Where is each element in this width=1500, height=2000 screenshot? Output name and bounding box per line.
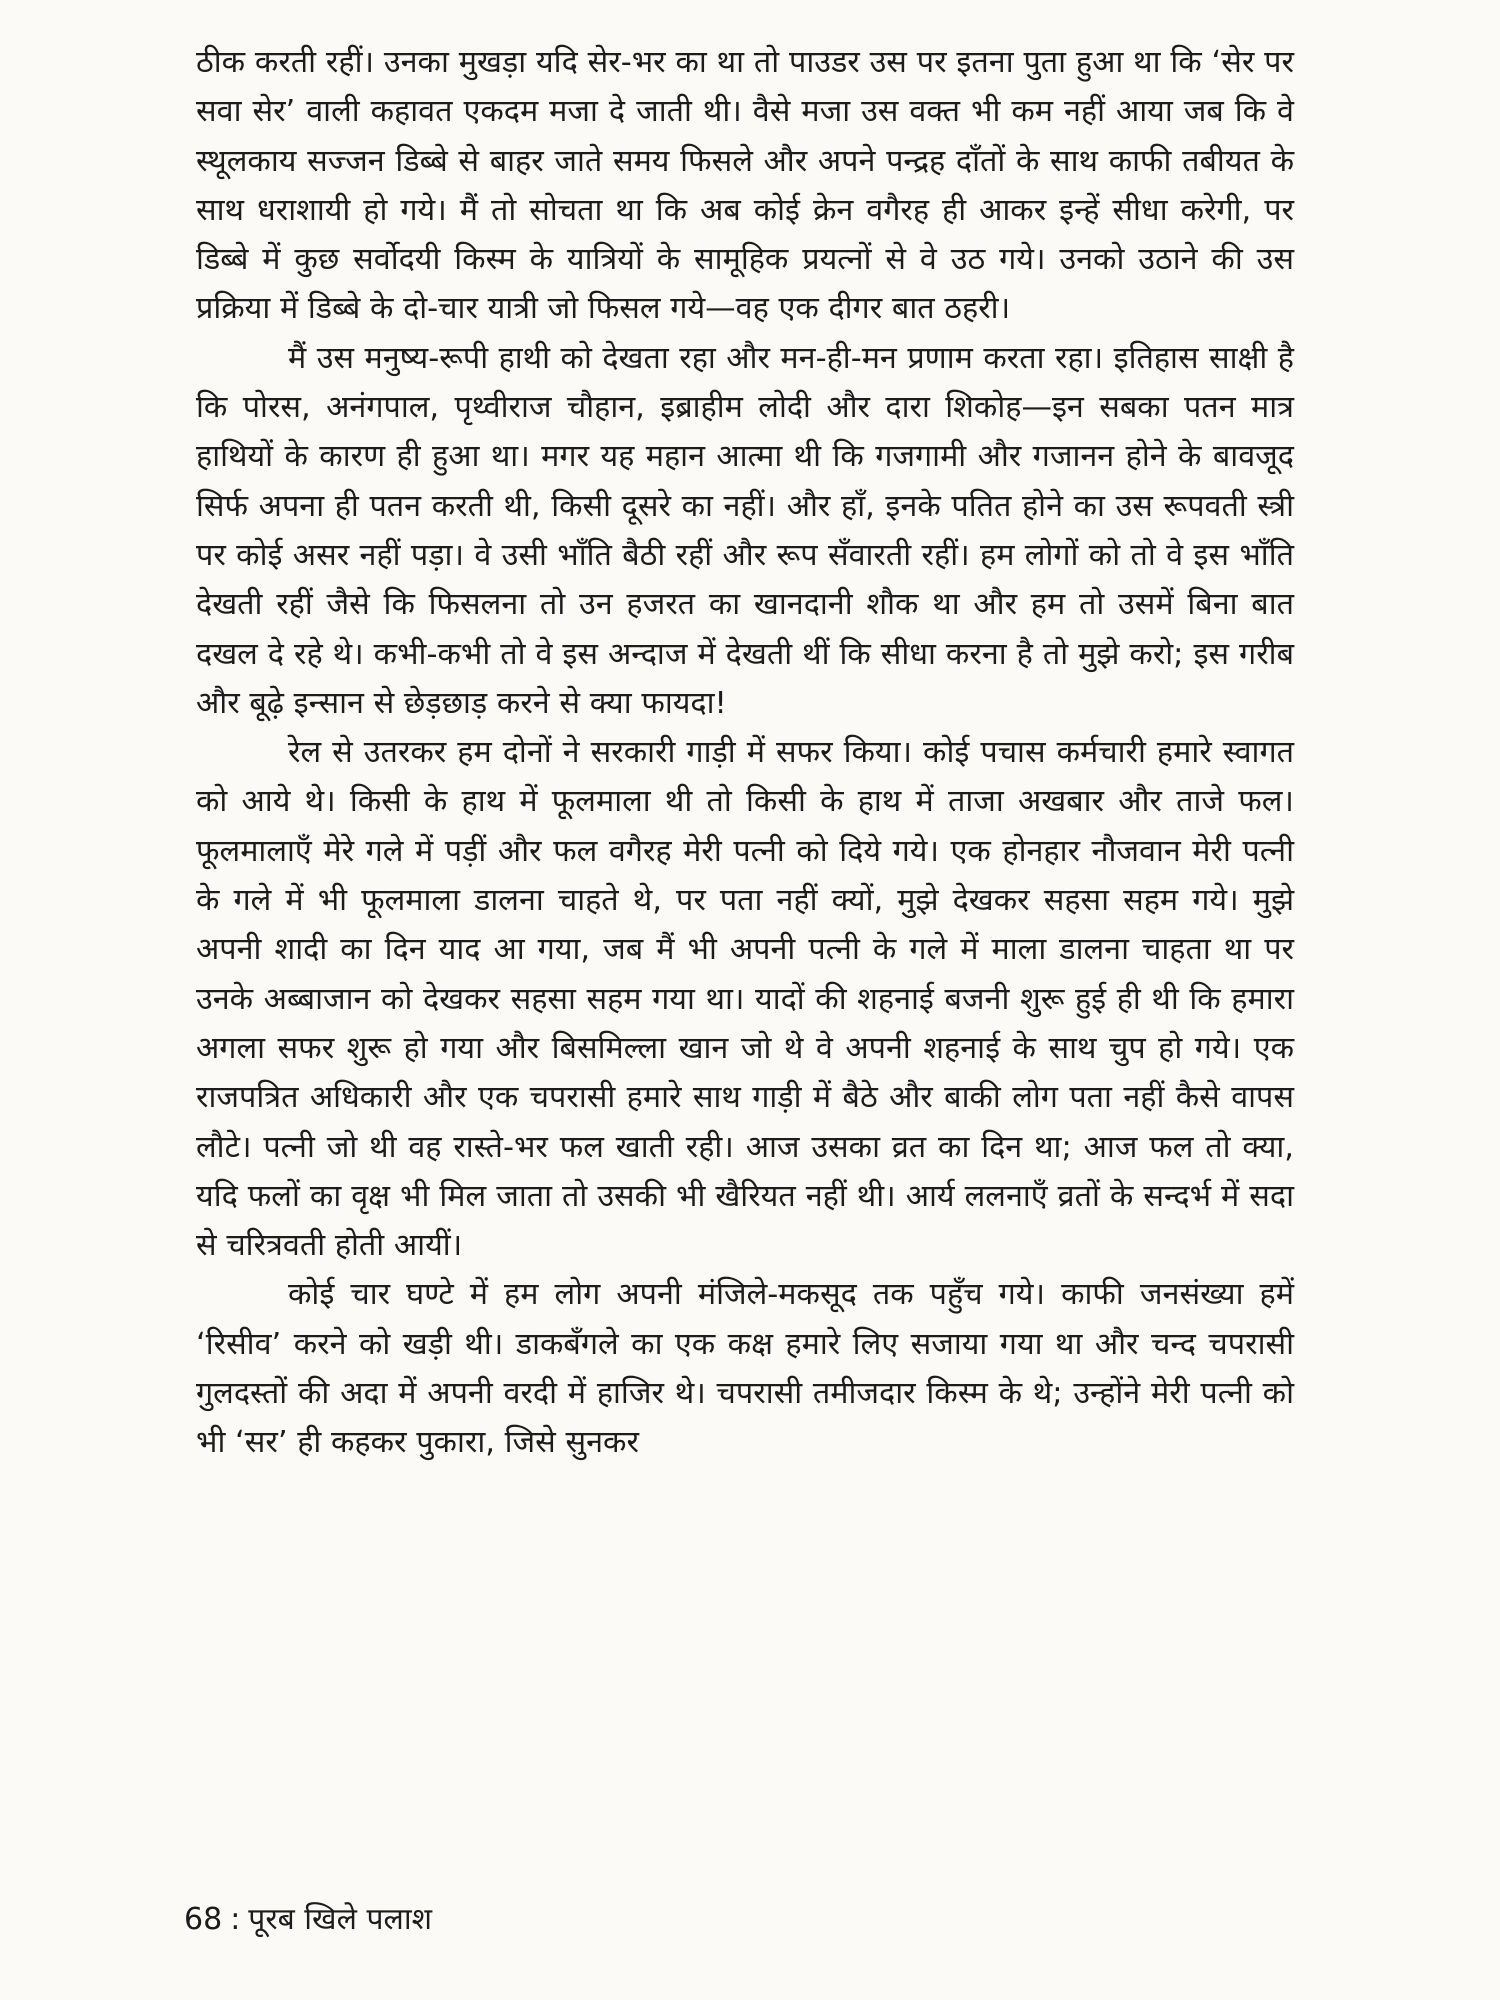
paragraph-2: मैं उस मनुष्य-रूपी हाथी को देखता रहा और मन-ही-मन प्रणाम करता रहा। इतिहास साक्षी है कि पोरस, अनंगपाल, पृथ्वीराज चौहान, इब्राहीम लोदी और दारा शिकोह—इन सबका पतन मात्र हाथियों के कारण ही हुआ था। मगर यह महान आत्मा थी कि गजगामी और गजानन होने के बावजूद सिर्फ अपना ही पतन करती थी, किसी दूसरे का नहीं। और हाँ, इनके पतित होने का उस रूपवती स्त्री पर कोई असर नहीं पड़ा। वे उसी भाँति बैठी रहीं और रूप सँवारती रहीं। हम लोगों को तो वे इस भाँति देखती रहीं जैसे कि फिसलना तो उन हजरत का खानदानी शौक था और हम तो उसमें बिना बात दखल दे रहे थे। कभी-कभी तो वे इस अन्दाज में देखती थीं कि सीधा करना है तो मुझे करो; इस गरीब और बूढ़े इन्सान से छेड़छाड़ करने से क्या फायदा!: [196, 340, 1294, 721]
page-footer: [184, 1901, 432, 1939]
footer-separator: :: [230, 1902, 241, 1937]
paragraph-1: ठीक करती रहीं। उनका मुखड़ा यदि सेर-भर का था तो पाउडर उस पर इतना पुता हुआ था कि ‘सेर पर सवा सेर’ वाली कहावत एकदम मजा दे जाती थी। वैसे मजा उस वक्त भी कम नहीं आया जब कि वे स्थूलकाय सज्जन डिब्बे से बाहर जाते समय फिसले और अपने पन्द्रह दाँतों के साथ काफी तबीयत के साथ धराशायी हो गये। मैं तो सोचता था कि अब कोई क्रेन वगैरह ही आकर इन्हें सीधा करेगी, पर डिब्बे में कुछ सर्वोदयी किस्म के यात्रियों के सामूहिक प्रयत्नों से वे उठ गये। उनको उठाने की उस प्रक्रिया में डिब्बे के दो-चार यात्री जो फिसल गये—वह एक दीगर बात ठहरी।: [196, 45, 1294, 327]
book-title: पूरब खिले पलाश: [248, 1902, 433, 1937]
body-text: [196, 38, 1294, 1468]
paragraph-3: रेल से उतरकर हम दोनों ने सरकारी गाड़ी में सफर किया। कोई पचास कर्मचारी हमारे स्वागत को आये थे। किसी के हाथ में फूलमाला थी तो किसी के हाथ में ताजा अखबार और ताजे फल। फूलमालाएँ मेरे गले में पड़ीं और फल वगैरह मेरी पत्नी को दिये गये। एक होनहार नौजवान मेरी पत्नी के गले में भी फूलमाला डालना चाहते थे, पर पता नहीं क्यों, मुझे देखकर सहसा सहम गये। मुझे अपनी शादी का दिन याद आ गया, जब मैं भी अपनी पत्नी के गले में माला डालना चाहता था पर उनके अब्बाजान को देखकर सहसा सहम गया था। यादों की शहनाई बजनी शुरू हुई ही थी कि हमारा अगला सफर शुरू हो गया और बिसमिल्ला खान जो थे वे अपनी शहनाई के साथ चुप हो गये। एक राजपत्रित अधिकारी और एक चपरासी हमारे साथ गाड़ी में बैठे और बाकी लोग पता नहीं कैसे वापस लौटे। पत्नी जो थी वह रास्ते-भर फल खाती रही। आज उसका व्रत का दिन था; आज फल तो क्या, यदि फलों का वृक्ष भी मिल जाता तो उसकी भी खैरियत नहीं थी। आर्य ललनाएँ व्रतों के सन्दर्भ में सदा से चरित्रवती होती आयीं।: [196, 735, 1294, 1264]
paragraph-4: कोई चार घण्टे में हम लोग अपनी मंजिले-मकसूद तक पहुँच गये। काफी जनसंख्या हमें ‘रिसीव’ करने को खड़ी थी। डाकबँगले का एक कक्ष हमारे लिए सजाया गया था और चन्द चपरासी गुलदस्तों की अदा में अपनी वरदी में हाजिर थे। चपरासी तमीजदार किस्म के थे; उन्होंने मेरी पत्नी को भी ‘सर’ ही कहकर पुकारा, जिसे सुनकर: [196, 1277, 1294, 1461]
page-number: 68: [184, 1902, 223, 1937]
